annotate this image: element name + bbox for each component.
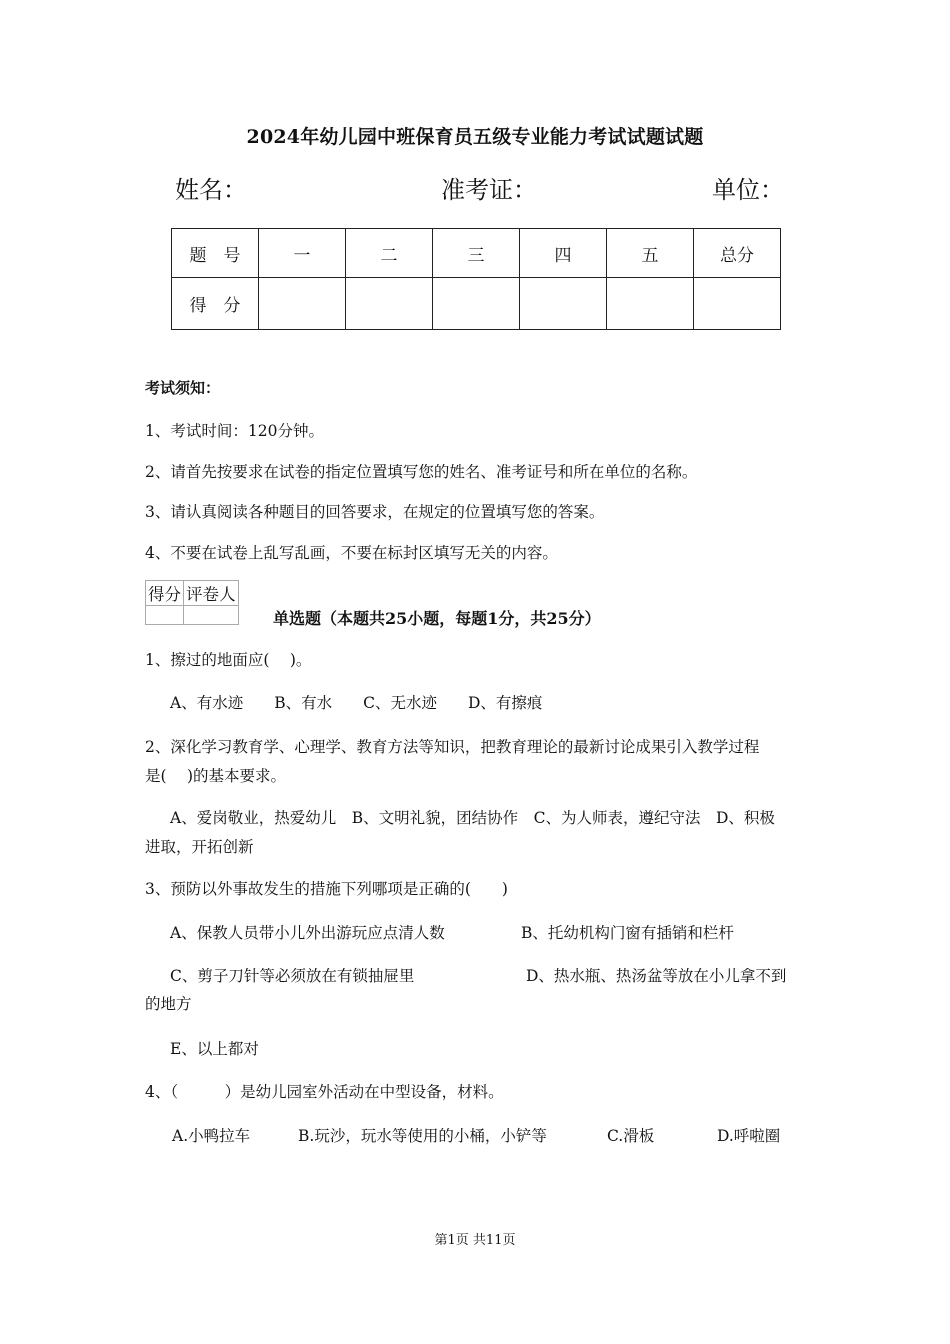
question-3-stem: 3、预防以外事故发生的措施下列哪项是正确的( ) [145, 880, 508, 898]
score-table-header-row [172, 229, 781, 278]
question-3-option-d-cont: 的地方 [145, 995, 192, 1013]
score-table-score-row [172, 278, 781, 330]
notice-heading: 考试须知： [145, 379, 221, 397]
question-4-stem: 4、（ ）是幼儿园室外活动在中型设备，材料。 [145, 1083, 504, 1101]
score-cell: 五 [607, 229, 694, 278]
score-entry-cell[interactable] [346, 278, 433, 330]
notice-item: 1、考试时间：120分钟。 [145, 422, 324, 440]
grader-box [145, 580, 239, 625]
score-entry-cell[interactable] [259, 278, 346, 330]
question-2-stem-cont: 是( )的基本要求。 [145, 767, 287, 785]
exam-id-label: 准考证： [441, 176, 537, 204]
score-cell: 四 [520, 229, 607, 278]
score-cell: 总分 [694, 229, 781, 278]
question-3-option-d: D、热水瓶、热汤盆等放在小儿拿不到 [526, 967, 787, 985]
name-label: 姓名： [175, 176, 247, 204]
score-entry-cell[interactable] [520, 278, 607, 330]
notice-item: 4、不要在试卷上乱写乱画，不要在标封区填写无关的内容。 [145, 544, 558, 562]
question-3-option-c: C、剪子刀针等必须放在有锁抽屉里 [170, 967, 415, 985]
section-heading: 单选题（本题共25小题，每题1分，共25分） [273, 609, 601, 628]
score-cell: 题 号 [172, 229, 259, 278]
notice-item: 3、请认真阅读各种题目的回答要求，在规定的位置填写您的答案。 [145, 503, 605, 521]
question-2-options: A、爱岗敬业，热爱幼儿 B、文明礼貌，团结协作 C、为人师表，遵纪守法 D、积极 [170, 809, 775, 827]
grader-name-entry[interactable] [184, 606, 239, 625]
score-entry-cell[interactable] [433, 278, 520, 330]
question-1-stem: 1、擦过的地面应( )。 [145, 651, 312, 669]
notice-item: 2、请首先按要求在试卷的指定位置填写您的姓名、准考证号和所在单位的名称。 [145, 463, 698, 481]
question-2-options-cont: 进取，开拓创新 [145, 838, 254, 856]
question-3-option-a: A、保教人员带小儿外出游玩应点清人数 [170, 924, 445, 942]
question-4-option-a: A.小鸭拉车 [172, 1127, 251, 1145]
page-footer: 第1页 共11页 [434, 1233, 516, 1248]
grader-name-label: 评卷人 [184, 581, 239, 606]
grader-score-entry[interactable] [146, 606, 184, 625]
score-entry-cell[interactable] [694, 278, 781, 330]
question-1-options: A、有水迹 B、有水 C、无水迹 D、有擦痕 [170, 694, 543, 712]
score-cell: 一 [259, 229, 346, 278]
page-title: 2024年幼儿园中班保育员五级专业能力考试试题试题 [246, 126, 704, 148]
score-table [171, 228, 781, 330]
unit-label: 单位： [712, 176, 784, 204]
question-4-option-c: C.滑板 [607, 1127, 655, 1145]
score-row-label: 得 分 [172, 278, 259, 330]
question-3-option-e: E、以上都对 [170, 1040, 259, 1058]
question-3-option-b: B、托幼机构门窗有插销和栏杆 [521, 924, 734, 942]
question-2-stem: 2、深化学习教育学、心理学、教育方法等知识，把教育理论的最新讨论成果引入教学过程 [145, 738, 760, 756]
score-cell: 二 [346, 229, 433, 278]
grader-score-label: 得分 [146, 581, 184, 606]
score-entry-cell[interactable] [607, 278, 694, 330]
question-4-option-b: B.玩沙，玩水等使用的小桶，小铲等 [298, 1127, 547, 1145]
score-cell: 三 [433, 229, 520, 278]
question-4-option-d: D.呼啦圈 [717, 1127, 781, 1145]
